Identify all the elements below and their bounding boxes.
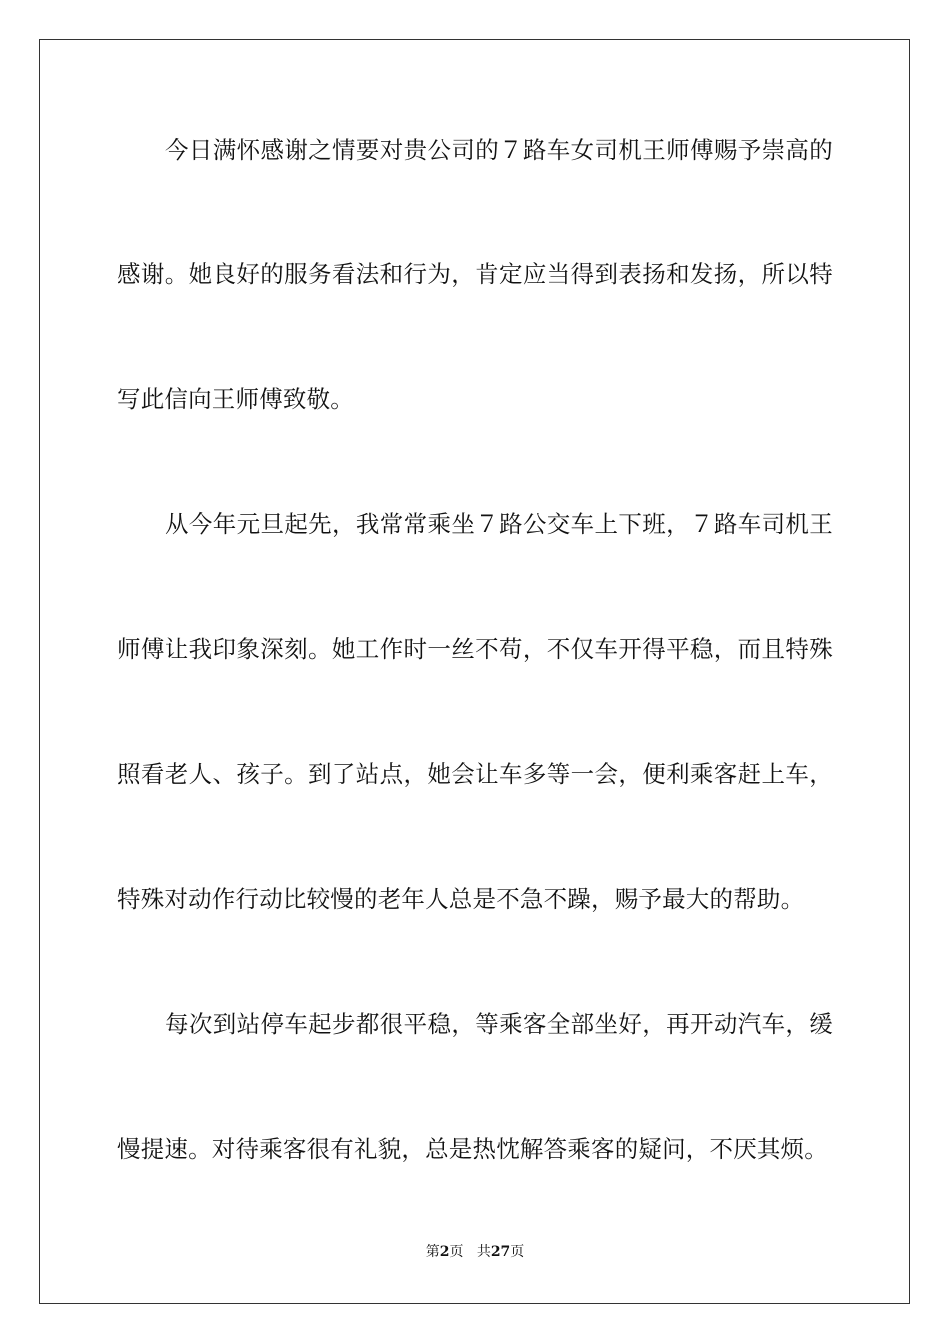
body-line: 从今年元旦起先，我常常乘坐７路公交车上下班，７路车司机王 xyxy=(165,510,833,538)
page-prefix: 第 xyxy=(425,1244,440,1260)
page-border xyxy=(39,39,910,1304)
body-line: 特殊对动作行动比较慢的老年人总是不急不躁，赐予最大的帮助。 xyxy=(117,885,805,913)
body-line: 今日满怀感谢之情要对贵公司的７路车女司机王师傅赐予崇高的 xyxy=(165,136,833,164)
body-line: 照看老人、孩子。到了站点，她会让车多等一会，便利乘客赶上车， xyxy=(117,760,833,788)
body-line: 师傅让我印象深刻。她工作时一丝不苟，不仅车开得平稳，而且特殊 xyxy=(117,635,833,663)
total-suffix: 页 xyxy=(510,1244,525,1260)
body-line: 写此信向王师傅致敬。 xyxy=(117,385,354,413)
body-line: 每次到站停车起步都很平稳，等乘客全部坐好，再开动汽车，缓 xyxy=(165,1010,833,1038)
total-prefix: 共 xyxy=(476,1244,491,1260)
page-number: 2 xyxy=(439,1244,450,1260)
body-line: 感谢。她良好的服务看法和行为，肯定应当得到表扬和发扬，所以特 xyxy=(117,260,833,288)
total-pages: 27 xyxy=(490,1244,511,1260)
page-suffix: 页 xyxy=(449,1244,464,1260)
body-line: 慢提速。对待乘客很有礼貌，总是热忱解答乘客的疑问，不厌其烦。 xyxy=(117,1135,828,1163)
page-footer xyxy=(0,1242,950,1262)
